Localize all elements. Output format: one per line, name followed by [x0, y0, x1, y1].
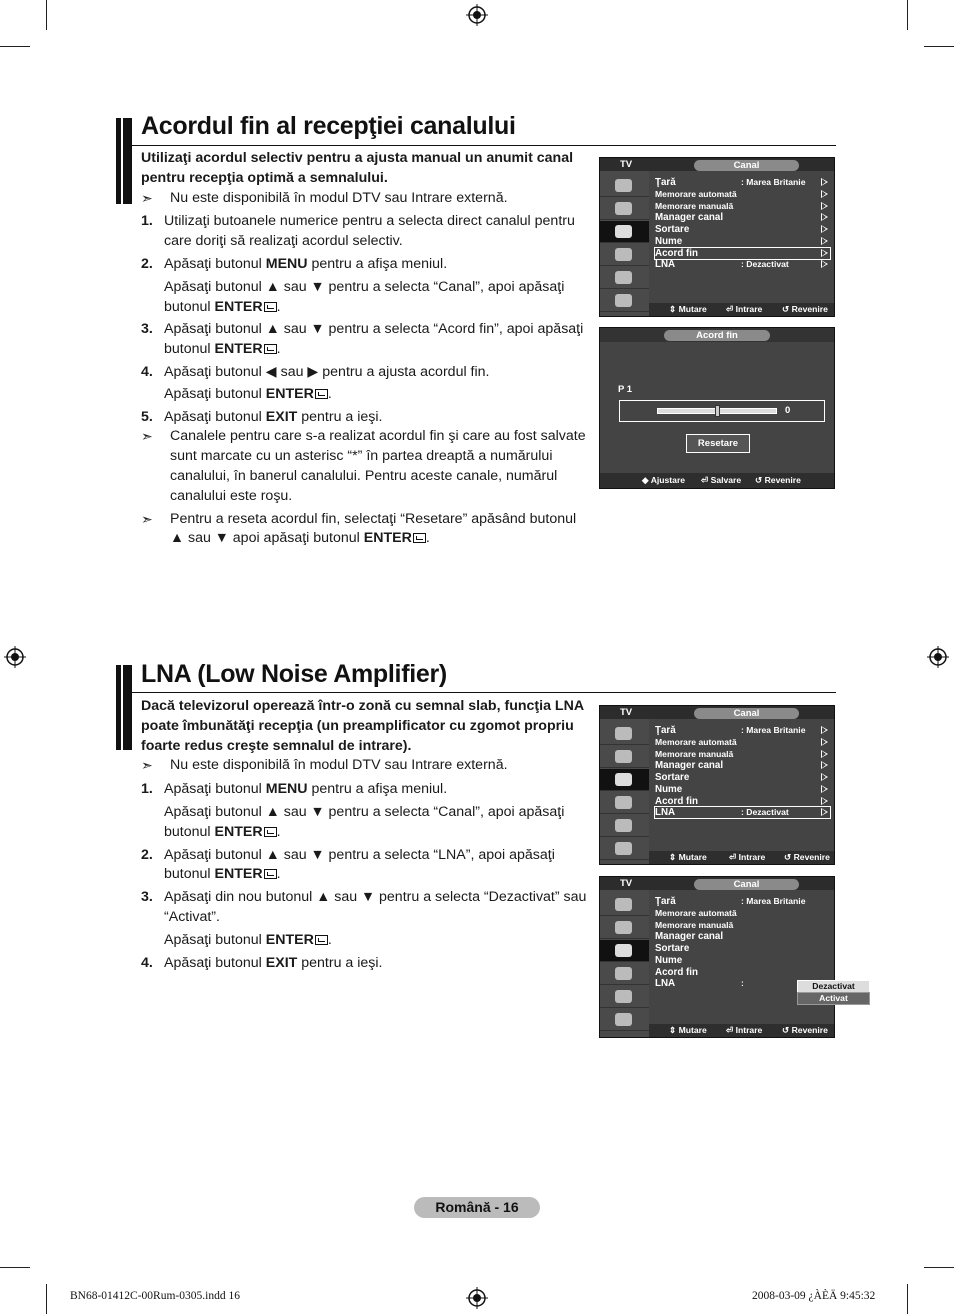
crop-mark: [46, 1284, 47, 1314]
arrow-right-icon: [821, 260, 828, 268]
sound-icon: [600, 746, 649, 768]
menu-item-mem-auto: Memorare automată: [655, 189, 830, 200]
menu-item-acord-fin: Acord fin: [655, 248, 830, 259]
sound-icon: [600, 198, 649, 220]
note-arrow-icon: ➣: [141, 428, 153, 445]
option-activat[interactable]: Activat: [797, 992, 870, 1005]
arrow-right-icon: [821, 738, 828, 746]
step-2: 2. Apăsaţi butonul MENU pentru a afişa meniul.: [141, 255, 448, 272]
step-5: 5. Apăsaţi butonul EXIT pentru a ieşi.: [141, 408, 383, 425]
tab-canal: Canal: [694, 708, 799, 719]
osd-footer: [649, 851, 834, 864]
osd-sidebar: [600, 890, 649, 1037]
section-body: [141, 149, 591, 549]
menu-item-manager: Manager canal: [655, 931, 724, 942]
setup-icon: [600, 792, 649, 814]
picture-icon: [600, 175, 649, 197]
arrow-right-icon: [821, 761, 828, 769]
section-body: [141, 697, 591, 973]
arrow-right-icon: [821, 225, 828, 233]
crop-mark: [0, 46, 30, 47]
channel-icon: [600, 940, 649, 962]
menu-item-nume: Nume: [655, 784, 830, 795]
channel-icon: [600, 221, 649, 243]
registration-mark-icon: [466, 1287, 488, 1309]
step-4: 4. Apăsaţi butonul ◀ sau ▶ pentru a ajusta acordul fin.: [141, 363, 490, 380]
menu-item-lna: LNA :: [655, 978, 744, 989]
crop-mark: [924, 46, 954, 47]
return-icon: ↺ Revenire: [782, 1025, 828, 1035]
step-1: 1. Apăsaţi butonul MENU pentru a afişa meniul.: [141, 781, 448, 798]
menu-item-nume: Nume: [655, 955, 683, 966]
reset-button[interactable]: Resetare: [686, 434, 750, 453]
step-4-sub: Apăsaţi butonul ENTER .: [164, 385, 332, 402]
section-rule: [132, 692, 836, 693]
enter-icon: [264, 869, 277, 879]
menu-item-mem-auto: Memorare automată: [655, 737, 830, 748]
section-title: LNA (Low Noise Amplifier): [141, 660, 447, 688]
osd-footer: [600, 473, 834, 488]
input-icon: [600, 986, 649, 1008]
enter-icon: [264, 302, 277, 312]
menu-item-manager: Manager canal: [655, 212, 830, 223]
save-icon: ⏎ Salvare: [701, 475, 742, 485]
arrow-right-icon: [821, 785, 828, 793]
input-icon: [600, 267, 649, 289]
arrow-right-icon: [821, 237, 828, 245]
registration-mark-icon: [927, 646, 949, 668]
slider-knob[interactable]: [715, 405, 720, 417]
intro-text: Utilizaţi acordul selectiv pentru a ajusta manual un anumit canal pentru recepţia optimă a semnalului.: [141, 150, 574, 186]
step-1: 1. Utilizaţi butoanele numerice pentru a selecta direct canalul pentru care doriţi să realizaţi acordul selectiv.: [141, 213, 575, 250]
osd-footer: [649, 303, 834, 316]
picture-icon: [600, 723, 649, 745]
digital-icon: [600, 1009, 649, 1031]
section-bar: [116, 665, 132, 750]
enter-icon: [264, 827, 277, 837]
arrow-right-icon: [821, 213, 828, 221]
step-3: 3. Apăsaţi butonul ▲ sau ▼ pentru a selecta “Acord fin”, apoi apăsaţi butonul ENTER .: [141, 321, 584, 358]
osd-footer: [649, 1024, 834, 1037]
move-icon: ⇕ Mutare: [669, 852, 707, 862]
arrow-right-icon: [821, 249, 828, 257]
fine-tune-bar: [619, 400, 825, 422]
step-3-sub: Apăsaţi butonul ENTER .: [164, 931, 332, 948]
menu-item-mem-auto: Memorare automată: [655, 908, 737, 918]
enter-icon: [315, 935, 328, 945]
return-icon: ↺ Revenire: [784, 852, 830, 862]
setup-icon: [600, 244, 649, 266]
arrow-right-icon: [821, 750, 828, 758]
enter-icon: [264, 344, 277, 354]
note: ➣ Nu este disponibilă în modul DTV sau Intrare externă.: [141, 189, 591, 209]
menu-item-mem-man: Memorare manuală: [655, 920, 734, 930]
crop-mark: [907, 1284, 908, 1314]
step-3: 3. Apăsaţi din nou butonul ▲ sau ▼ pentru a selecta “Dezactivat” sau “Activat”.: [141, 889, 587, 925]
crop-mark: [0, 1267, 30, 1268]
digital-icon: [600, 290, 649, 312]
registration-mark-icon: [466, 4, 488, 26]
step-1-sub: Apăsaţi butonul ▲ sau ▼ pentru a selecta “Canal”, apoi apăsaţi butonul ENTER .: [164, 803, 565, 840]
tab-acord-fin: Acord fin: [664, 330, 770, 341]
fine-tune-value: 0: [785, 405, 791, 416]
adjust-icon: ◆ Ajustare: [642, 475, 686, 485]
move-icon: ⇕ Mutare: [669, 304, 707, 314]
arrow-right-icon: [821, 190, 828, 198]
section-rule: [132, 145, 836, 146]
osd-fine-tune: [599, 327, 835, 489]
section-bar: [116, 118, 132, 204]
osd-menu-list: [649, 171, 834, 303]
arrow-right-icon: [821, 773, 828, 781]
step-2-sub: Apăsaţi butonul ▲ sau ▼ pentru a selecta “Canal”, apoi apăsaţi butonul ENTER .: [164, 278, 565, 315]
file-slug: BN68-01412C-00Rum-0305.indd 16: [70, 1290, 240, 1302]
tab-canal: Canal: [694, 160, 799, 171]
menu-item-mem-man: Memorare manuală: [655, 749, 830, 760]
digital-icon: [600, 838, 649, 860]
note: ➣ Nu este disponibilă în modul DTV sau Intrare externă.: [141, 756, 591, 776]
step-4: 4. Apăsaţi butonul EXIT pentru a ieşi.: [141, 954, 383, 971]
date-slug: 2008-03-09 ¿ÀÈÄ 9:45:32: [752, 1290, 876, 1302]
osd-channel-menu: TV Canal Ţară : Marea Britanie Memorare automată Memorare manuală Manager canal Sortare Nume Acord fin LNA : Dezactivat ⇕ Mutare ⏎ Intrare ↺ Revenire: [599, 705, 835, 865]
crop-mark: [907, 0, 908, 30]
osd-channel-menu-lna-open: TV Canal Ţară : Marea Britanie Memorare automată Memorare manuală Manager canal Sortare Nume Acord fin LNA : Dezactivat Activat ⇕ Mutare ⏎ Intrare ↺ Revenire: [599, 876, 835, 1038]
menu-item-nume: Nume: [655, 236, 830, 247]
osd-menu-list: [649, 719, 834, 851]
registration-mark-icon: [4, 646, 26, 668]
note: ➣ Canalele pentru care s-a realizat acordul fin şi care au fost salvate sunt marcate cu un asterisc “*” în partea dreaptă a numărului canalului, în banerul canalului. Pentru aceste canale, numărul canalului este roşu.: [141, 428, 586, 504]
crop-mark: [924, 1267, 954, 1268]
arrow-right-icon: [821, 808, 828, 816]
enter-hint: ⏎ Intrare: [726, 304, 763, 314]
return-icon: ↺ Revenire: [755, 475, 801, 485]
enter-hint: ⏎ Intrare: [726, 1025, 763, 1035]
arrow-right-icon: [821, 797, 828, 805]
menu-item-mem-man: Memorare manuală: [655, 201, 830, 212]
menu-item-tara: Ţară : Marea Britanie: [655, 896, 806, 907]
move-icon: ⇕ Mutare: [669, 1025, 707, 1035]
picture-icon: [600, 894, 649, 916]
option-dezactivat[interactable]: Dezactivat: [797, 980, 870, 993]
arrow-right-icon: [821, 178, 828, 186]
crop-mark: [46, 0, 47, 30]
sound-icon: [600, 917, 649, 939]
note-arrow-icon: ➣: [141, 510, 153, 527]
menu-item-lna: LNA : Dezactivat: [655, 807, 830, 818]
menu-item-sortare: Sortare: [655, 224, 830, 235]
section-title: Acordul fin al recepţiei canalului: [141, 112, 516, 140]
osd-menu-list: [649, 890, 855, 1024]
menu-item-sortare: Sortare: [655, 943, 690, 954]
menu-item-acord-fin: Acord fin: [655, 967, 698, 978]
menu-item-tara: Ţară : Marea Britanie: [655, 725, 830, 736]
enter-icon: [413, 533, 426, 543]
menu-item-manager: Manager canal: [655, 760, 830, 771]
note: ➣ Pentru a reseta acordul fin, selectaţi “Resetare” apăsând butonul ▲ sau ▼ apoi apăsaţi butonul ENTER .: [141, 510, 577, 547]
arrow-right-icon: [821, 726, 828, 734]
enter-hint: ⏎ Intrare: [729, 852, 766, 862]
menu-item-acord-fin: Acord fin: [655, 796, 830, 807]
setup-icon: [600, 963, 649, 985]
tab-canal: Canal: [694, 879, 799, 890]
osd-channel-menu: TV Canal Ţară : Marea Britanie Memorare automată Memorare manuală Manager canal Sortare Nume Acord fin LNA : Dezactivat ⇕ Mutare ⏎ Intrare ↺ Revenire: [599, 157, 835, 317]
page-number: Română - 16: [414, 1197, 540, 1218]
menu-item-lna: LNA : Dezactivat: [655, 259, 830, 270]
note-arrow-icon: ➣: [141, 757, 153, 774]
input-icon: [600, 815, 649, 837]
return-icon: ↺ Revenire: [782, 304, 828, 314]
arrow-right-icon: [821, 202, 828, 210]
fine-tune-slider[interactable]: [657, 408, 777, 414]
osd-sidebar: [600, 171, 649, 316]
program-label: P 1: [618, 384, 633, 395]
step-2: 2. Apăsaţi butonul ▲ sau ▼ pentru a selecta “LNA”, apoi apăsaţi butonul ENTER .: [141, 846, 555, 883]
osd-sidebar: [600, 719, 649, 864]
note-arrow-icon: ➣: [141, 189, 153, 206]
menu-item-sortare: Sortare: [655, 772, 830, 783]
enter-icon: [315, 389, 328, 399]
menu-item-tara: Ţară : Marea Britanie: [655, 177, 830, 188]
intro-text: Dacă televizorul operează într-o zonă cu semnal slab, funcţia LNA poate îmbunătăţi recepţia (un preamplificator cu zgomot propriu foarte redus creşte semnalul de intrare).: [141, 698, 584, 754]
channel-icon: [600, 769, 649, 791]
